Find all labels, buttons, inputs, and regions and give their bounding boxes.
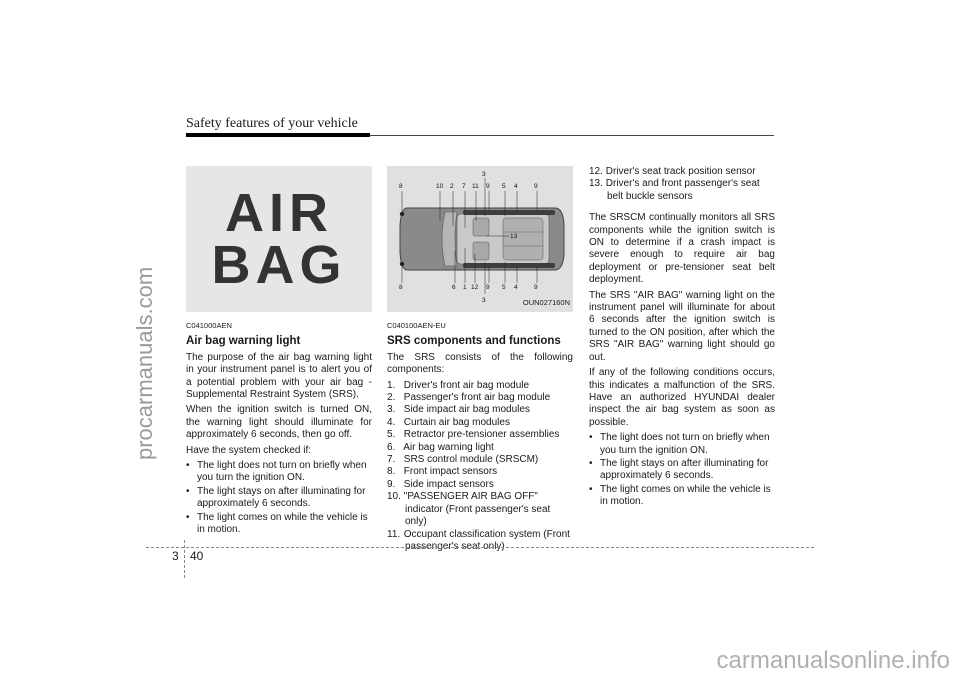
item-text: Driver's front air bag module: [403, 379, 530, 391]
airbag-icon-line-1: AIR: [225, 183, 333, 243]
list-item: [387, 491, 573, 528]
header-rule-thick: [186, 133, 370, 137]
section-heading: Air bag warning light: [186, 335, 301, 348]
diagram-label: 5: [502, 284, 506, 291]
item-number: 8.: [387, 466, 396, 478]
item-number: 9.: [387, 478, 396, 490]
item-number: 6.: [387, 441, 396, 453]
item-text: Passenger's front air bag module: [403, 392, 551, 404]
bullet-list: [186, 460, 372, 536]
diagram-label: 9: [486, 284, 490, 291]
item-text: Side impact sensors: [403, 478, 494, 490]
list-item: [387, 392, 573, 404]
diagram-label: 9: [534, 183, 538, 190]
list-item: [589, 166, 775, 178]
diagram-label: 1: [463, 284, 467, 291]
bottom-watermark: carmanualsonline.info: [716, 647, 950, 674]
list-item: [387, 417, 573, 429]
item-text: Side impact air bag modules: [403, 404, 530, 416]
column-left: [186, 166, 372, 540]
item-number: 3.: [387, 404, 396, 416]
item-text: SRS control module (SRSCM): [403, 454, 539, 466]
diagram-label: 9: [534, 284, 538, 291]
item-text: Driver's and front passenger's seat belt buckle sensors: [605, 178, 760, 202]
item-number: 11.: [387, 528, 401, 540]
chapter-number: 3: [172, 549, 179, 563]
diagram-label: 9: [486, 183, 490, 190]
paragraph: Have the system checked if:: [186, 444, 312, 456]
airbag-warning-icon: [186, 166, 372, 312]
paragraph: The SRS "AIR BAG" warning light on the instrument panel will illuminate for about 6 seconds after the ignition switch is turned to the ON position, after which the SRS "AIR BAG" warning light should go out.: [589, 289, 775, 363]
side-watermark-text: procarmanuals.com: [132, 266, 157, 460]
srs-components-diagram: [387, 166, 573, 312]
diagram-label: 13: [510, 233, 518, 240]
column-middle: [387, 166, 573, 553]
list-item: [387, 442, 573, 454]
bullet-item: • The light stays on after illuminating for approximately 6 seconds.: [589, 458, 775, 483]
item-text: Curtain air bag modules: [403, 416, 510, 428]
item-number: 10.: [387, 491, 401, 503]
paragraph: If any of the following conditions occurs, this indicates a malfunction of the SRS. Have an authorized HYUNDAI dealer inspect the air bag system as soon as possible.: [589, 367, 775, 428]
list-item: [387, 429, 573, 441]
list-item: [387, 454, 573, 466]
item-number: 12.: [589, 166, 603, 177]
list-item: [387, 479, 573, 491]
header-rule-thin: [370, 135, 774, 136]
bullet-item: • The light does not turn on briefly when you turn the ignition ON.: [186, 460, 372, 485]
car-top-view-illustration: [387, 166, 573, 312]
bullet-list: [589, 432, 775, 508]
diagram-label: 11: [472, 183, 479, 190]
item-text: Front impact sensors: [403, 466, 498, 478]
diagram-label: 4: [514, 183, 518, 190]
diagram-label: 6: [452, 284, 456, 291]
diagram-label: 3: [482, 171, 486, 178]
page-header-title: Safety features of your vehicle: [186, 116, 358, 131]
page-number: 40: [190, 549, 204, 563]
diagram-label: 2: [450, 183, 454, 190]
item-text: Occupant classification system (Front passenger's seat only): [403, 528, 570, 552]
diagram-label: 10: [436, 183, 444, 190]
item-number: 7.: [387, 454, 396, 466]
item-number: 1.: [387, 379, 396, 391]
list-item: [387, 380, 573, 392]
item-number: 5.: [387, 429, 396, 441]
paragraph: The purpose of the air bag warning light in your instrument panel is to alert you of a potential problem with your air bag - Supplemental Restraint System (SRS).: [186, 351, 372, 401]
column-right: [589, 166, 775, 512]
list-item: [589, 178, 775, 203]
list-item: [387, 466, 573, 478]
item-number: 13.: [589, 178, 603, 190]
diagram-label: 8: [399, 183, 403, 190]
bullet-item: • The light stays on after illuminating for approximately 6 seconds.: [186, 486, 372, 511]
bullet-item: • The light comes on while the vehicle is in motion.: [186, 512, 372, 537]
item-number: 4.: [387, 416, 396, 428]
bullet-item: • The light comes on while the vehicle is in motion.: [589, 484, 775, 509]
diagram-label: 3: [482, 297, 486, 304]
section-heading: SRS components and functions: [387, 335, 561, 348]
list-item: [387, 404, 573, 416]
diagram-label: 12: [471, 284, 479, 291]
diagram-label: 8: [399, 284, 403, 291]
footer-rule: [146, 547, 814, 548]
list-item: [387, 529, 573, 554]
paragraph: The SRS consists of the following components:: [387, 351, 573, 376]
paragraph: The SRSCM continually monitors all SRS components while the ignition switch is ON to determine if a crash impact is severe enough to require air bag deployment or pre-tensioner seat belt deployment.: [589, 212, 775, 286]
airbag-icon-line-2: BAG: [211, 235, 347, 295]
diagram-code: OUN027160N: [522, 297, 570, 307]
component-list-continued: [589, 166, 775, 203]
diagram-label: 4: [514, 284, 518, 291]
section-code: C041000AEN: [186, 321, 232, 330]
item-text: Air bag warning light: [403, 441, 494, 453]
component-list: [387, 380, 573, 554]
diagram-label: 7: [462, 183, 466, 190]
item-number: 2.: [387, 392, 396, 404]
footer-divider: [184, 540, 185, 578]
diagram-label: 5: [502, 183, 506, 190]
bullet-item: • The light does not turn on briefly when you turn the ignition ON.: [589, 432, 775, 457]
paragraph: When the ignition switch is turned ON, the warning light should illuminate for approximately 6 seconds, then go off.: [186, 404, 372, 441]
section-code: C040100AEN-EU: [387, 321, 446, 330]
item-text: Driver's seat track position sensor: [605, 166, 756, 177]
item-text: "PASSENGER AIR BAG OFF" indicator (Front passenger's seat only): [403, 491, 551, 528]
item-text: Retractor pre-tensioner assemblies: [403, 429, 560, 441]
